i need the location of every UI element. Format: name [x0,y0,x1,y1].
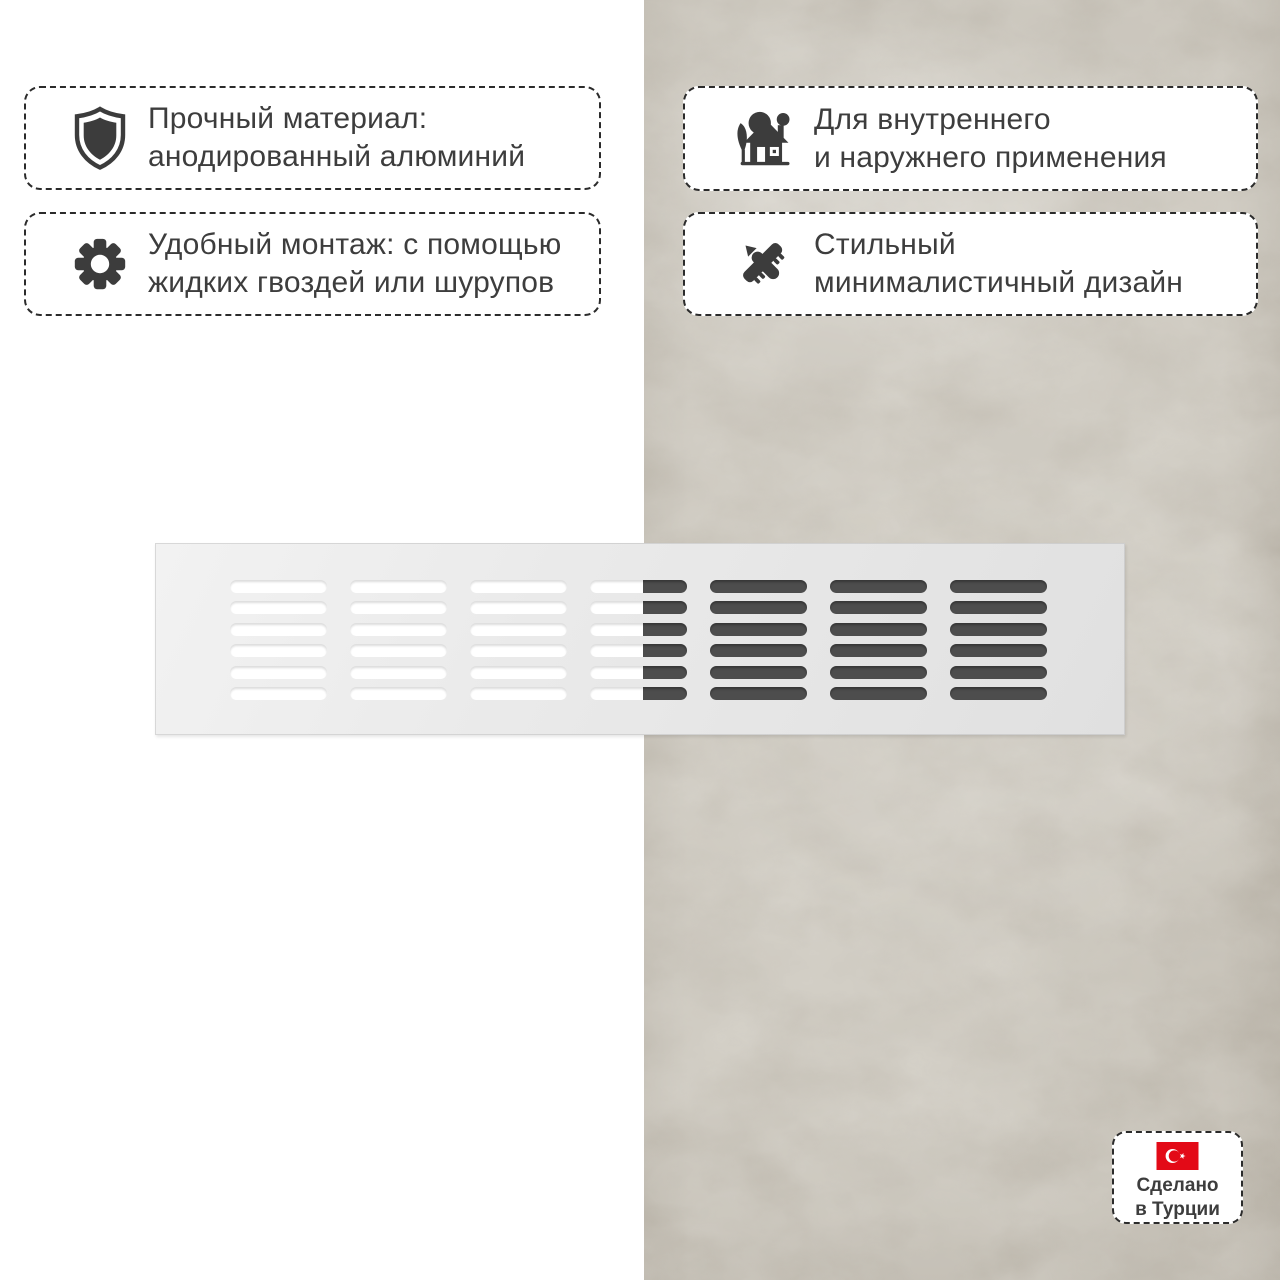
grille-slot [950,666,1047,679]
feature-line: Прочный материал: [148,102,428,135]
grille-slot [470,601,567,614]
grille-slot [830,580,927,593]
grille-slot [950,601,1047,614]
grille-plate [155,543,1125,735]
grille-slot [350,580,447,593]
feature-box-usage [683,86,1258,191]
grille-slot [710,601,807,614]
grille-slot [470,644,567,657]
grille-slot [350,644,447,657]
grille-slot [230,687,327,700]
grille-slot [470,687,567,700]
made-in-line: в Турции [1135,1199,1220,1220]
feature-line: анодированный алюминий [148,140,526,173]
house-icon [730,104,798,174]
grille-slot [470,580,567,593]
grille-slot [830,644,927,657]
feature-line: Для внутреннего [814,102,1051,136]
made-in-text [1135,1174,1220,1222]
feature-line: и наружнего применения [814,140,1167,174]
grille-slot [230,666,327,679]
gear-icon [68,232,132,296]
feature-line: минималистичный дизайн [814,266,1184,299]
grille-slot [230,623,327,636]
grille-slot [830,601,927,614]
feature-line: Стильный [814,228,956,261]
grille-slot [350,601,447,614]
grille-slot [710,623,807,636]
grille-slot [350,666,447,679]
grille-slot [710,687,807,700]
grille-slot [830,687,927,700]
turkey-flag-icon [1155,1142,1200,1170]
grille-slot [830,666,927,679]
grille-slot [470,623,567,636]
feature-text-design [814,226,1183,302]
grille-slot [950,580,1047,593]
grille-slot [710,666,807,679]
grille-slot [950,687,1047,700]
feature-text-material [148,100,525,176]
grille-slot [950,644,1047,657]
grille-slot [710,580,807,593]
shield-icon [68,106,132,170]
feature-box-mounting [24,212,601,316]
grille-slot [230,601,327,614]
feature-text-mounting [148,226,561,302]
grille-slot [470,666,567,679]
pencil-ruler-icon [730,229,798,299]
grille-slot [230,644,327,657]
grille-slot [350,687,447,700]
grille-slot [710,644,807,657]
feature-text-usage [814,101,1167,177]
grille-slot [830,623,927,636]
grille-slot [350,623,447,636]
grille-slot [950,623,1047,636]
feature-line: Удобный монтаж: с помощью [148,228,562,261]
grille-slot [230,580,327,593]
feature-line: жидких гвоздей или шурупов [148,266,555,299]
made-in-badge [1112,1131,1243,1224]
feature-box-material [24,86,601,190]
made-in-line: Сделано [1136,1175,1219,1196]
feature-box-design [683,212,1258,316]
